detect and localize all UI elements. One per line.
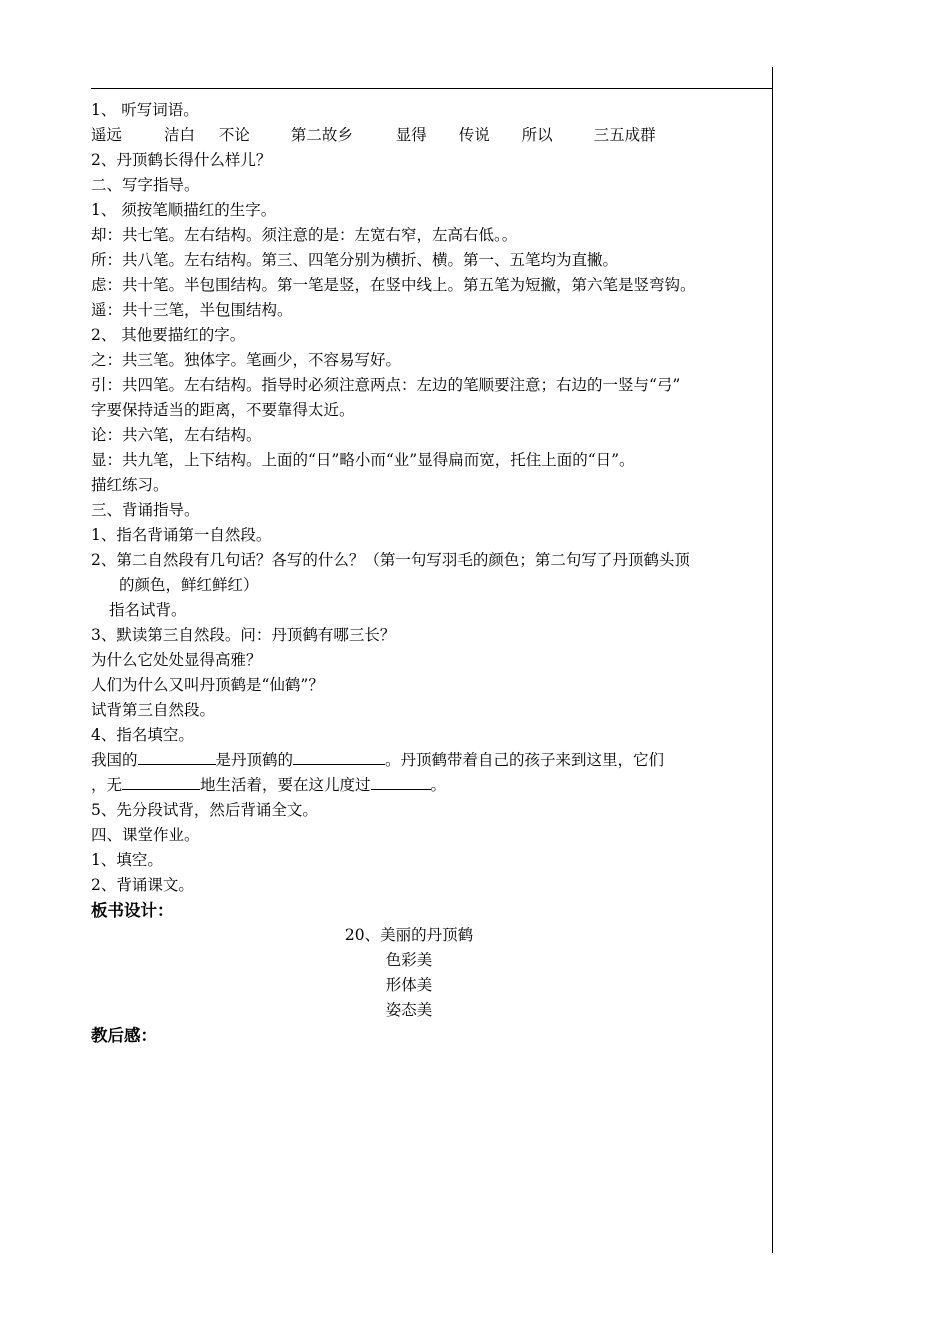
text-line: 虑：共十笔。半包围结构。第一笔是竖，在竖中线上。第五笔为短撇，第六笔是竖弯钩。 — [91, 276, 696, 294]
text-line: 2、背诵课文。 — [91, 876, 194, 894]
fill-text: 地生活着，要在这儿度过 — [200, 776, 371, 794]
fill-text: ，无 — [91, 776, 123, 794]
text-line: 描红练习。 — [91, 476, 169, 494]
section-heading: 三、背诵指导。 — [91, 501, 200, 519]
blank-underline — [371, 774, 431, 790]
word: 不论 — [218, 126, 250, 144]
fill-text: 。丹顶鹤带着自己的孩子来到这里，它们 — [385, 751, 665, 769]
word: 显得 — [395, 126, 427, 144]
text-line: 1、指名背诵第一自然段。 — [91, 526, 272, 544]
board-title: 20、美丽的丹顶鹤 — [344, 926, 474, 944]
blank-underline — [122, 774, 200, 790]
text-line: 5、先分段试背，然后背诵全文。 — [91, 801, 318, 819]
text-line: 人们为什么又叫丹顶鹤是“仙鹤”？ — [91, 676, 324, 694]
text-line: 却：共七笔。左右结构。须注意的是：左宽右窄，左高右低。。 — [91, 226, 518, 244]
section-heading: 四、课堂作业。 — [91, 826, 200, 844]
word: 洁白 — [163, 126, 195, 144]
text-line: 1、填空。 — [91, 851, 163, 869]
board-item: 形体美 — [385, 976, 433, 994]
text-line: 显：共九笔，上下结构。上面的“日”略小而“业”显得扁而宽，托住上面的“日”。 — [91, 451, 635, 469]
top-rule — [91, 88, 773, 89]
word: 所以 — [521, 126, 553, 144]
fill-blank-line-1 — [91, 748, 751, 773]
dictation-title: 1、 听写词语。 — [91, 101, 199, 119]
reflection-heading: 教后感： — [91, 1026, 157, 1045]
dictation-words — [91, 123, 751, 148]
text-line: 1、 须按笔顺描红的生字。 — [91, 201, 277, 219]
text-line: 2、第二自然段有几句话？各写的什么？（第一句写羽毛的颜色；第二句写了丹顶鹤头顶 — [91, 551, 690, 569]
text-line: 3、默读第三自然段。问：丹顶鹤有哪三长？ — [91, 626, 396, 644]
text-line: 遥：共十三笔，半包围结构。 — [91, 301, 293, 319]
board-item: 色彩美 — [385, 951, 433, 969]
text-line: 论：共六笔，左右结构。 — [91, 426, 262, 444]
text-line: 2、 其他要描红的字。 — [91, 326, 246, 344]
board-design-heading: 板书设计： — [91, 901, 174, 920]
section-heading: 二、写字指导。 — [91, 176, 200, 194]
text-line-indented: 指名试背。 — [109, 601, 187, 619]
right-margin-rule — [772, 67, 773, 1253]
blank-underline — [138, 749, 216, 765]
lesson-plan-body — [91, 98, 751, 1048]
fill-text: 我国的 — [91, 751, 138, 769]
word: 第二故乡 — [290, 126, 353, 144]
word: 传说 — [458, 126, 490, 144]
word: 遥远 — [91, 126, 123, 144]
fill-text: 。 — [430, 776, 447, 794]
text-line: 之：共三笔。独体字。笔画少，不容易写好。 — [91, 351, 402, 369]
text-line-continued: 的颜色，鲜红鲜红） — [119, 576, 259, 594]
word: 三五成群 — [593, 126, 656, 144]
blank-underline — [293, 749, 385, 765]
fill-text: 是丹顶鹤的 — [215, 751, 294, 769]
board-item: 姿态美 — [385, 1001, 433, 1019]
text-line: 2、丹顶鹤长得什么样儿？ — [91, 151, 272, 169]
text-line: 所：共八笔。左右结构。第三、四笔分别为横折、横。第一、五笔均为直撇。 — [91, 251, 619, 269]
text-line: 4、指名填空。 — [91, 726, 194, 744]
text-line: 字要保持适当的距离，不要靠得太近。 — [91, 401, 355, 419]
text-line: 试背第三自然段。 — [91, 701, 216, 719]
fill-blank-line-2 — [91, 773, 751, 798]
text-line: 为什么它处处显得高雅？ — [91, 651, 262, 669]
text-line: 引：共四笔。左右结构。指导时必须注意两点：左边的笔顺要注意；右边的一竖与“弓” — [91, 376, 681, 394]
